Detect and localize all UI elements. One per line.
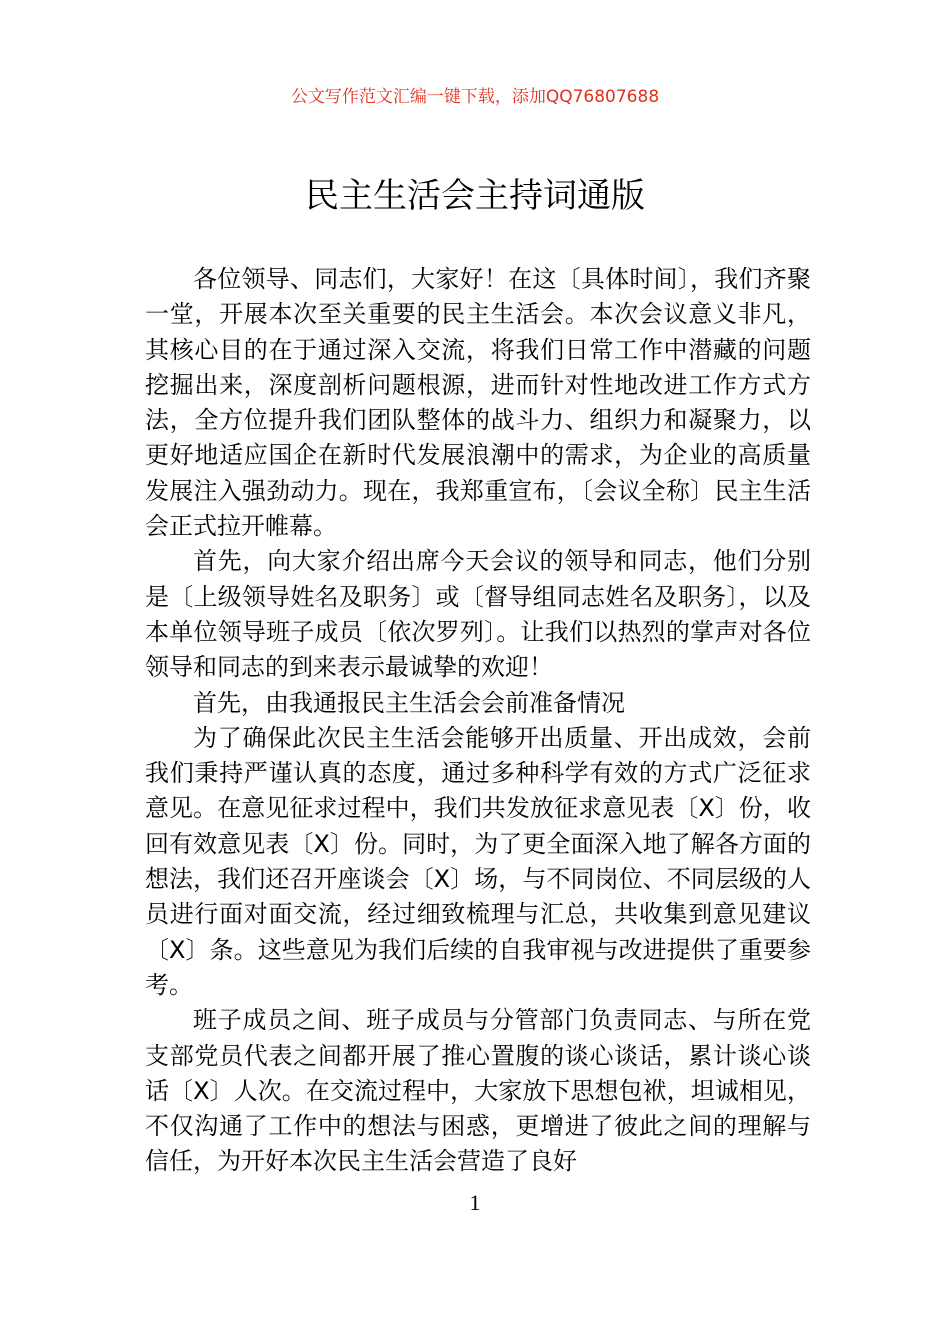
download-notice: 公文写作范文汇编一键下载，添加QQ76807688 — [290, 87, 660, 107]
paragraph-opening: 各位领导、同志们，大家好！在这〔具体时间〕，我们齐聚一堂，开展本次至关重要的民主生活会。本次会议意义非凡，其核心目的在于通过深入交流，将我们日常工作中潜藏的问题挖掘出来，深度剖析问题根源，进而针对性地改进工作方式方法，全方位提升我们团队整体的战斗力、组织力和凝聚力，以更好地适应国企在新时代发展浪潮中的需求，为企业的高质量发展注入强劲动力。现在，我郑重宣布，〔会议全称〕民主生活会正式拉开帷幕。 — [145, 265, 811, 541]
document-body — [145, 262, 811, 1180]
paragraph-opinion-collection: 为了确保此次民主生活会能够开出质量、开出成效，会前我们秉持严谨认真的态度，通过多种科学有效的方式广泛征求意见。在意见征求过程中，我们共发放征求意见表〔X〕份，收回有效意见表〔X〕份。同时，为了更全面深入地了解各方面的想法，我们还召开座谈会〔X〕场，与不同岗位、不同层级的人员进行面对面交流，经过细致梳理与汇总，共收集到意见建议〔X〕条。这些意见为我们后续的自我审视与改进提供了重要参考。 — [145, 723, 811, 999]
paragraph-preparation-heading: 首先，由我通报民主生活会会前准备情况 — [193, 688, 625, 717]
paragraph-introduction: 首先，向大家介绍出席今天会议的领导和同志，他们分别是〔上级领导姓名及职务〕或〔督导组同志姓名及职务〕，以及本单位领导班子成员〔依次罗列〕。让我们以热烈的掌声对各位领导和同志的到来表示最诚挚的欢迎！ — [145, 547, 811, 682]
paragraph-heart-to-heart-talks: 班子成员之间、班子成员与分管部门负责同志、与所在党支部党员代表之间都开展了推心置腹的谈心谈话，累计谈心谈话〔X〕人次。在交流过程中，大家放下思想包袱，坦诚相见，不仅沟通了工作中的想法与困惑，更增进了彼此之间的理解与信任，为开好本次民主生活会营造了良好 — [145, 1006, 811, 1176]
page-number: 1 — [469, 1190, 481, 1215]
document-title: 民主生活会主持词通版 — [305, 176, 645, 216]
